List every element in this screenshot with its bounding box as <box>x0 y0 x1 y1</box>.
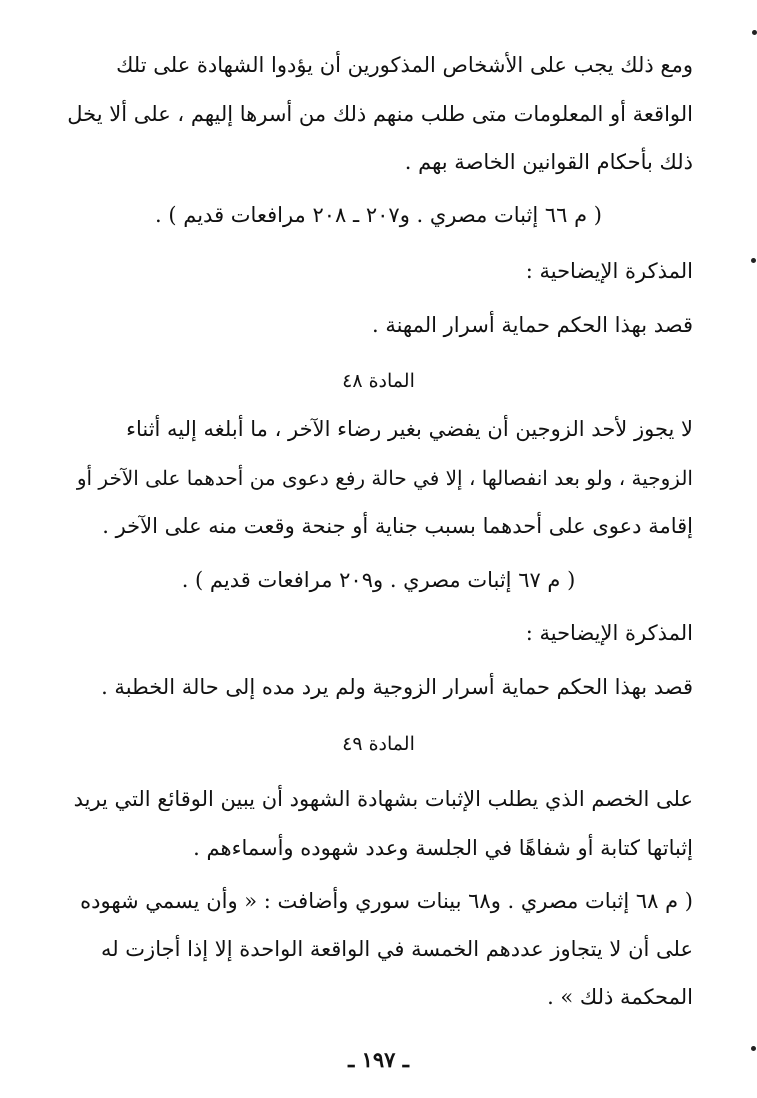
article-heading: المادة ٤٩ <box>342 733 415 755</box>
text-line: قصد بهذا الحكم حماية أسرار الزوجية ولم يرد مده إلى حالة الخطبة . <box>101 675 693 699</box>
article-heading: المادة ٤٨ <box>342 370 415 392</box>
text-line: على الخصم الذي يطلب الإثبات بشهادة الشهود أن يبين الوقائع التي يريد <box>73 787 693 811</box>
citation-line: ( م ٦٧ إثبات مصري . و٢٠٩ مرافعات قديم ) . <box>181 568 576 592</box>
text-line: ذلك بأحكام القوانين الخاصة بهم . <box>404 150 693 174</box>
page-number: ـ ١٩٧ ـ <box>348 1047 409 1072</box>
text-line: لا يجوز لأحد الزوجين أن يفضي بغير رضاء الآخر ، ما أبلغه إليه أثناء <box>126 417 693 441</box>
text-line: إثباتها كتابة أو شفاهًا في الجلسة وعدد شهوده وأسماءهم . <box>193 836 693 860</box>
text-line: الواقعة أو المعلومات متى طلب منهم ذلك من أسرها إليهم ، على ألا يخل <box>67 102 693 126</box>
citation-line: ( م ٦٦ إثبات مصري . و٢٠٧ ـ ٢٠٨ مرافعات قديم ) . <box>155 203 602 227</box>
section-label: المذكرة الإيضاحية : <box>525 259 693 283</box>
scan-mark <box>751 1046 756 1051</box>
text-line: ( م ٦٨ إثبات مصري . و٦٨ بينات سوري وأضافت : « وأن يسمي شهوده <box>80 889 693 913</box>
text-line: ومع ذلك يجب على الأشخاص المذكورين أن يؤدوا الشهادة على تلك <box>116 53 693 77</box>
text-line: الزوجية ، ولو بعد انفصالها ، إلا في حالة رفع دعوى من أحدهما على الآخر أو <box>76 466 693 490</box>
scan-mark <box>752 30 757 35</box>
section-label: المذكرة الإيضاحية : <box>525 621 693 645</box>
text-line: على أن لا يتجاوز عددهم الخمسة في الواقعة الواحدة إلا إذا أجازت له <box>100 937 693 961</box>
text-line: قصد بهذا الحكم حماية أسرار المهنة . <box>371 313 693 337</box>
scan-mark <box>751 258 756 263</box>
text-line: إقامة دعوى على أحدهما بسبب جناية أو جنحة وقعت منه على الآخر . <box>102 514 693 538</box>
text-line: المحكمة ذلك » . <box>547 985 693 1009</box>
